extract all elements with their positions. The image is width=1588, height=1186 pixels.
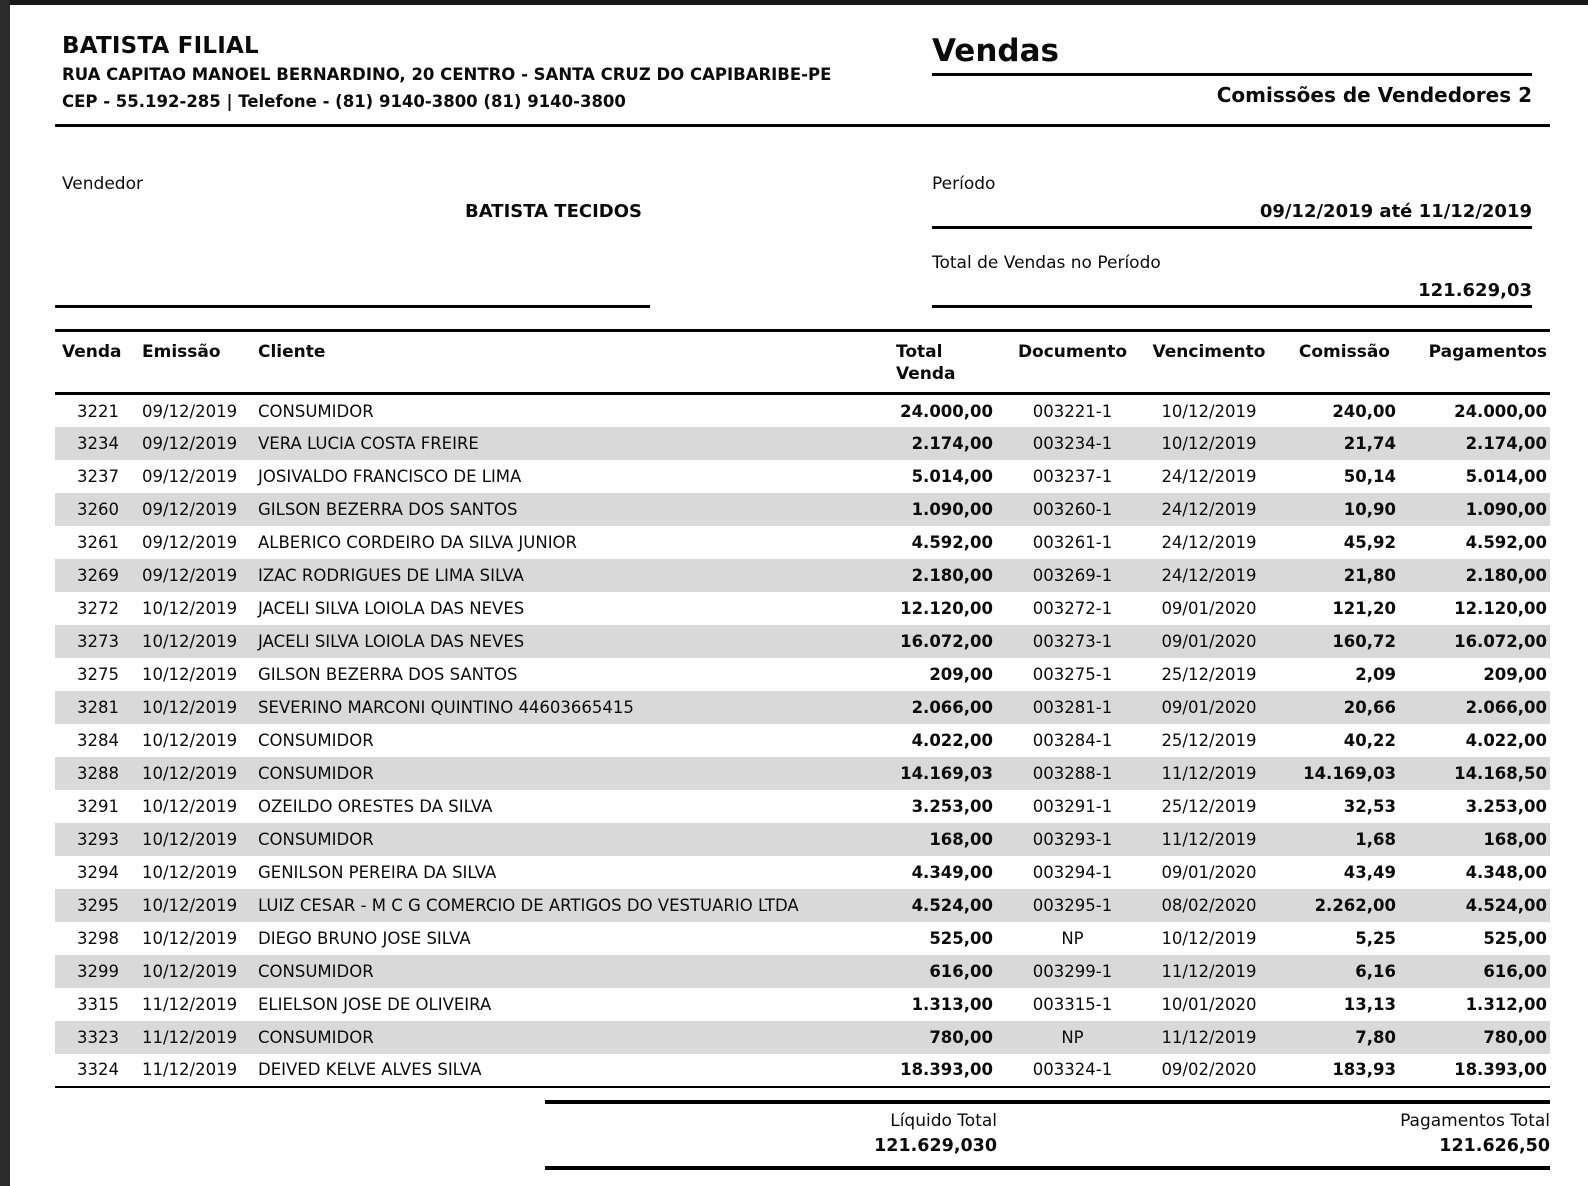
cell-venda: 3273 bbox=[77, 631, 119, 651]
page-border-left bbox=[0, 0, 10, 1186]
table-row bbox=[55, 757, 1550, 790]
header-row bbox=[55, 330, 1550, 394]
cell-pagamentos: 4.348,00 bbox=[1465, 862, 1547, 882]
cell-comissao: 2.262,00 bbox=[1314, 895, 1396, 915]
col-header-vencimento: Vencimento bbox=[1150, 330, 1268, 394]
cell-venda: 3221 bbox=[77, 401, 119, 421]
report-title: Vendas bbox=[932, 33, 1532, 76]
cell-emissao: 09/12/2019 bbox=[142, 466, 238, 486]
total-vendas-label: Total de Vendas no Período bbox=[932, 252, 1161, 273]
cell-emissao: 10/12/2019 bbox=[142, 664, 238, 684]
cell-venda: 3269 bbox=[77, 565, 119, 585]
total-vendas-value: 121.629,03 bbox=[1418, 279, 1532, 301]
cell-cliente: CONSUMIDOR bbox=[258, 763, 374, 783]
cell-documento: 003284-1 bbox=[1032, 730, 1113, 750]
cell-vencimento: 11/12/2019 bbox=[1161, 961, 1257, 981]
cell-total-venda: 4.022,00 bbox=[911, 730, 993, 750]
table-row bbox=[55, 559, 1550, 592]
sales-table bbox=[55, 329, 1550, 1088]
cell-venda: 3281 bbox=[77, 697, 119, 717]
cell-venda: 3284 bbox=[77, 730, 119, 750]
cell-documento: 003221-1 bbox=[1032, 401, 1113, 421]
table-row bbox=[55, 394, 1550, 427]
periodo-value: 09/12/2019 até 11/12/2019 bbox=[1259, 200, 1532, 222]
cell-pagamentos: 2.066,00 bbox=[1465, 697, 1547, 717]
cell-pagamentos: 3.253,00 bbox=[1465, 796, 1547, 816]
cell-comissao: 10,90 bbox=[1343, 499, 1396, 519]
cell-vencimento: 09/02/2020 bbox=[1161, 1060, 1257, 1080]
cell-pagamentos: 24.000,00 bbox=[1454, 401, 1547, 421]
cell-vencimento: 11/12/2019 bbox=[1161, 1027, 1257, 1047]
table-row bbox=[55, 592, 1550, 625]
liquido-total-group bbox=[545, 1111, 997, 1156]
cell-total-venda: 12.120,00 bbox=[900, 598, 993, 618]
cell-venda: 3293 bbox=[77, 829, 119, 849]
cell-emissao: 10/12/2019 bbox=[142, 697, 238, 717]
cell-total-venda: 780,00 bbox=[929, 1027, 993, 1047]
cell-comissao: 21,74 bbox=[1343, 433, 1396, 453]
cell-vencimento: 08/02/2020 bbox=[1161, 895, 1257, 915]
cell-total-venda: 1.090,00 bbox=[911, 499, 993, 519]
col-header-cliente: Cliente bbox=[249, 330, 875, 394]
company-name: BATISTA FILIAL bbox=[62, 33, 259, 59]
cell-cliente: JACELI SILVA LOIOLA DAS NEVES bbox=[258, 631, 525, 651]
cell-comissao: 160,72 bbox=[1332, 631, 1396, 651]
table-row bbox=[55, 526, 1550, 559]
cell-pagamentos: 18.393,00 bbox=[1454, 1060, 1547, 1080]
cell-venda: 3291 bbox=[77, 796, 119, 816]
cell-vencimento: 10/12/2019 bbox=[1161, 401, 1257, 421]
table-row bbox=[55, 493, 1550, 526]
cell-cliente: GILSON BEZERRA DOS SANTOS bbox=[258, 499, 518, 519]
cell-documento: NP bbox=[1061, 1027, 1084, 1047]
cell-emissao: 10/12/2019 bbox=[142, 763, 238, 783]
cell-documento: 003261-1 bbox=[1032, 532, 1113, 552]
cell-cliente: GENILSON PEREIRA DA SILVA bbox=[258, 862, 497, 882]
totals-section bbox=[545, 1100, 1550, 1170]
cell-emissao: 11/12/2019 bbox=[142, 1027, 238, 1047]
cell-total-venda: 1.313,00 bbox=[911, 994, 993, 1014]
cell-pagamentos: 4.592,00 bbox=[1465, 532, 1547, 552]
cell-documento: 003315-1 bbox=[1032, 994, 1113, 1014]
company-block bbox=[55, 33, 932, 114]
cell-total-venda: 2.066,00 bbox=[911, 697, 993, 717]
cell-emissao: 09/12/2019 bbox=[142, 532, 238, 552]
periodo-label: Período bbox=[932, 173, 996, 194]
cell-cliente: SEVERINO MARCONI QUINTINO 44603665415 bbox=[258, 697, 634, 717]
cell-emissao: 10/12/2019 bbox=[142, 928, 238, 948]
table-row bbox=[55, 427, 1550, 460]
cell-comissao: 183,93 bbox=[1332, 1060, 1396, 1080]
cell-documento: 003272-1 bbox=[1032, 598, 1113, 618]
cell-cliente: JOSIVALDO FRANCISCO DE LIMA bbox=[258, 466, 522, 486]
cell-cliente: ALBERICO CORDEIRO DA SILVA JUNIOR bbox=[258, 532, 578, 552]
cell-cliente: ELIELSON JOSE DE OLIVEIRA bbox=[258, 994, 492, 1014]
cell-vencimento: 25/12/2019 bbox=[1161, 664, 1257, 684]
cell-vencimento: 11/12/2019 bbox=[1161, 763, 1257, 783]
table-row bbox=[55, 1054, 1550, 1087]
cell-total-venda: 3.253,00 bbox=[911, 796, 993, 816]
vendedor-label: Vendedor bbox=[62, 173, 143, 194]
cell-comissao: 32,53 bbox=[1343, 796, 1396, 816]
cell-vencimento: 25/12/2019 bbox=[1161, 730, 1257, 750]
cell-documento: 003295-1 bbox=[1032, 895, 1113, 915]
page-border-top bbox=[0, 0, 1588, 5]
table-row bbox=[55, 823, 1550, 856]
cell-total-venda: 18.393,00 bbox=[900, 1060, 993, 1080]
report-title-block bbox=[932, 33, 1532, 107]
cell-cliente: LUIZ CESAR - M C G COMERCIO DE ARTIGOS DO VESTUARIO LTDA bbox=[258, 895, 799, 915]
cell-comissao: 1,68 bbox=[1355, 829, 1396, 849]
cell-cliente: CONSUMIDOR bbox=[258, 961, 374, 981]
cell-pagamentos: 525,00 bbox=[1483, 928, 1547, 948]
cell-comissao: 6,16 bbox=[1355, 961, 1396, 981]
cell-total-venda: 4.592,00 bbox=[911, 532, 993, 552]
liquido-total-value: 121.629,030 bbox=[874, 1135, 997, 1156]
cell-total-venda: 4.524,00 bbox=[911, 895, 993, 915]
liquido-total-label: Líquido Total bbox=[890, 1110, 997, 1131]
cell-documento: NP bbox=[1061, 928, 1084, 948]
cell-total-venda: 4.349,00 bbox=[911, 862, 993, 882]
cell-emissao: 09/12/2019 bbox=[142, 565, 238, 585]
cell-pagamentos: 780,00 bbox=[1483, 1027, 1547, 1047]
cell-vencimento: 10/01/2020 bbox=[1161, 994, 1257, 1014]
pagamentos-total-group bbox=[1400, 1111, 1550, 1156]
cell-pagamentos: 1.090,00 bbox=[1465, 499, 1547, 519]
cell-cliente: CONSUMIDOR bbox=[258, 401, 374, 421]
periodo-column bbox=[932, 174, 1532, 308]
cell-vencimento: 10/12/2019 bbox=[1161, 928, 1257, 948]
col-header-total-venda: Total Venda bbox=[875, 330, 995, 394]
cell-total-venda: 2.180,00 bbox=[911, 565, 993, 585]
cell-documento: 003281-1 bbox=[1032, 697, 1113, 717]
cell-vencimento: 09/01/2020 bbox=[1161, 697, 1257, 717]
cell-vencimento: 11/12/2019 bbox=[1161, 829, 1257, 849]
cell-cliente: GILSON BEZERRA DOS SANTOS bbox=[258, 664, 518, 684]
cell-vencimento: 24/12/2019 bbox=[1161, 532, 1257, 552]
col-header-emissao: Emissão bbox=[133, 330, 249, 394]
cell-comissao: 40,22 bbox=[1343, 730, 1396, 750]
cell-vencimento: 10/12/2019 bbox=[1161, 433, 1257, 453]
cell-pagamentos: 12.120,00 bbox=[1454, 598, 1547, 618]
cell-comissao: 14.169,03 bbox=[1303, 763, 1396, 783]
table-row bbox=[55, 790, 1550, 823]
cell-cliente: DEIVED KELVE ALVES SILVA bbox=[258, 1060, 482, 1080]
cell-pagamentos: 5.014,00 bbox=[1465, 466, 1547, 486]
cell-comissao: 240,00 bbox=[1332, 401, 1396, 421]
filters-section bbox=[55, 174, 1550, 308]
cell-total-venda: 14.169,03 bbox=[900, 763, 993, 783]
col-header-comissao: Comissão bbox=[1268, 330, 1399, 394]
cell-comissao: 13,13 bbox=[1343, 994, 1396, 1014]
cell-comissao: 7,80 bbox=[1355, 1027, 1396, 1047]
cell-vencimento: 25/12/2019 bbox=[1161, 796, 1257, 816]
cell-pagamentos: 4.524,00 bbox=[1465, 895, 1547, 915]
cell-pagamentos: 4.022,00 bbox=[1465, 730, 1547, 750]
report-page bbox=[55, 0, 1550, 1170]
cell-total-venda: 5.014,00 bbox=[911, 466, 993, 486]
cell-documento: 003299-1 bbox=[1032, 961, 1113, 981]
cell-documento: 003234-1 bbox=[1032, 433, 1113, 453]
header-divider bbox=[55, 124, 1550, 127]
cell-venda: 3234 bbox=[77, 433, 119, 453]
sales-table-body bbox=[55, 394, 1550, 1087]
cell-comissao: 2,09 bbox=[1355, 664, 1396, 684]
cell-pagamentos: 209,00 bbox=[1483, 664, 1547, 684]
cell-documento: 003237-1 bbox=[1032, 466, 1113, 486]
cell-emissao: 09/12/2019 bbox=[142, 401, 238, 421]
table-row bbox=[55, 856, 1550, 889]
col-header-documento: Documento bbox=[995, 330, 1150, 394]
cell-venda: 3315 bbox=[77, 994, 119, 1014]
cell-venda: 3261 bbox=[77, 532, 119, 552]
cell-emissao: 09/12/2019 bbox=[142, 499, 238, 519]
cell-comissao: 20,66 bbox=[1343, 697, 1396, 717]
cell-total-venda: 616,00 bbox=[929, 961, 993, 981]
cell-cliente: JACELI SILVA LOIOLA DAS NEVES bbox=[258, 598, 525, 618]
cell-venda: 3275 bbox=[77, 664, 119, 684]
company-address: RUA CAPITAO MANOEL BERNARDINO, 20 CENTRO - SANTA CRUZ DO CAPIBARIBE-PE bbox=[62, 65, 832, 84]
company-contact: CEP - 55.192-285 | Telefone - (81) 9140-3800 (81) 9140-3800 bbox=[62, 92, 626, 112]
cell-venda: 3324 bbox=[77, 1060, 119, 1080]
cell-cliente: CONSUMIDOR bbox=[258, 1027, 374, 1047]
cell-vencimento: 09/01/2020 bbox=[1161, 598, 1257, 618]
cell-venda: 3298 bbox=[77, 928, 119, 948]
total-vendas-field bbox=[932, 253, 1532, 308]
col-header-pagamentos: Pagamentos bbox=[1399, 330, 1550, 394]
cell-emissao: 10/12/2019 bbox=[142, 829, 238, 849]
cell-pagamentos: 616,00 bbox=[1483, 961, 1547, 981]
cell-total-venda: 2.174,00 bbox=[911, 433, 993, 453]
table-row bbox=[55, 724, 1550, 757]
cell-comissao: 5,25 bbox=[1355, 928, 1396, 948]
cell-pagamentos: 14.168,50 bbox=[1454, 763, 1547, 783]
cell-documento: 003273-1 bbox=[1032, 631, 1113, 651]
cell-venda: 3294 bbox=[77, 862, 119, 882]
cell-total-venda: 24.000,00 bbox=[900, 401, 993, 421]
cell-venda: 3260 bbox=[77, 499, 119, 519]
cell-venda: 3288 bbox=[77, 763, 119, 783]
cell-emissao: 10/12/2019 bbox=[142, 631, 238, 651]
col-header-venda: Venda bbox=[55, 330, 133, 394]
cell-cliente: IZAC RODRIGUES DE LIMA SILVA bbox=[258, 565, 524, 585]
pagamentos-total-label: Pagamentos Total bbox=[1400, 1110, 1550, 1131]
report-subtitle: Comissões de Vendedores 2 bbox=[1216, 83, 1532, 107]
cell-venda: 3323 bbox=[77, 1027, 119, 1047]
cell-documento: 003294-1 bbox=[1032, 862, 1113, 882]
cell-documento: 003291-1 bbox=[1032, 796, 1113, 816]
cell-documento: 003288-1 bbox=[1032, 763, 1113, 783]
cell-documento: 003260-1 bbox=[1032, 499, 1113, 519]
cell-emissao: 11/12/2019 bbox=[142, 1060, 238, 1080]
sales-table-header bbox=[55, 330, 1550, 394]
cell-venda: 3295 bbox=[77, 895, 119, 915]
cell-documento: 003293-1 bbox=[1032, 829, 1113, 849]
cell-emissao: 10/12/2019 bbox=[142, 796, 238, 816]
cell-emissao: 10/12/2019 bbox=[142, 862, 238, 882]
cell-comissao: 43,49 bbox=[1343, 862, 1396, 882]
cell-emissao: 11/12/2019 bbox=[142, 994, 238, 1014]
cell-cliente: CONSUMIDOR bbox=[258, 730, 374, 750]
cell-cliente: OZEILDO ORESTES DA SILVA bbox=[258, 796, 493, 816]
cell-comissao: 121,20 bbox=[1332, 598, 1396, 618]
cell-pagamentos: 168,00 bbox=[1483, 829, 1547, 849]
cell-documento: 003275-1 bbox=[1032, 664, 1113, 684]
table-row bbox=[55, 1021, 1550, 1054]
table-row bbox=[55, 988, 1550, 1021]
cell-cliente: VERA LUCIA COSTA FREIRE bbox=[258, 433, 479, 453]
cell-emissao: 10/12/2019 bbox=[142, 730, 238, 750]
cell-total-venda: 525,00 bbox=[929, 928, 993, 948]
vendedor-value: BATISTA TECIDOS bbox=[465, 200, 642, 222]
cell-emissao: 10/12/2019 bbox=[142, 961, 238, 981]
cell-pagamentos: 2.180,00 bbox=[1465, 565, 1547, 585]
cell-documento: 003269-1 bbox=[1032, 565, 1113, 585]
cell-total-venda: 16.072,00 bbox=[900, 631, 993, 651]
report-header bbox=[55, 33, 1550, 114]
cell-venda: 3272 bbox=[77, 598, 119, 618]
cell-emissao: 10/12/2019 bbox=[142, 895, 238, 915]
cell-cliente: CONSUMIDOR bbox=[258, 829, 374, 849]
table-row bbox=[55, 889, 1550, 922]
vendedor-field bbox=[55, 174, 650, 308]
periodo-field bbox=[932, 174, 1532, 229]
cell-vencimento: 09/01/2020 bbox=[1161, 631, 1257, 651]
cell-venda: 3237 bbox=[77, 466, 119, 486]
table-row bbox=[55, 625, 1550, 658]
table-row bbox=[55, 955, 1550, 988]
table-row bbox=[55, 691, 1550, 724]
cell-vencimento: 24/12/2019 bbox=[1161, 466, 1257, 486]
cell-pagamentos: 2.174,00 bbox=[1465, 433, 1547, 453]
table-row bbox=[55, 658, 1550, 691]
cell-total-venda: 168,00 bbox=[929, 829, 993, 849]
cell-vencimento: 24/12/2019 bbox=[1161, 565, 1257, 585]
cell-pagamentos: 16.072,00 bbox=[1454, 631, 1547, 651]
cell-vencimento: 24/12/2019 bbox=[1161, 499, 1257, 519]
cell-comissao: 45,92 bbox=[1343, 532, 1396, 552]
cell-cliente: DIEGO BRUNO JOSE SILVA bbox=[258, 928, 471, 948]
cell-comissao: 50,14 bbox=[1343, 466, 1396, 486]
cell-pagamentos: 1.312,00 bbox=[1465, 994, 1547, 1014]
table-row bbox=[55, 460, 1550, 493]
table-row bbox=[55, 922, 1550, 955]
pagamentos-total-value: 121.626,50 bbox=[1439, 1135, 1550, 1156]
cell-comissao: 21,80 bbox=[1343, 565, 1396, 585]
cell-vencimento: 09/01/2020 bbox=[1161, 862, 1257, 882]
cell-documento: 003324-1 bbox=[1032, 1060, 1113, 1080]
cell-emissao: 10/12/2019 bbox=[142, 598, 238, 618]
cell-venda: 3299 bbox=[77, 961, 119, 981]
cell-total-venda: 209,00 bbox=[929, 664, 993, 684]
cell-emissao: 09/12/2019 bbox=[142, 433, 238, 453]
